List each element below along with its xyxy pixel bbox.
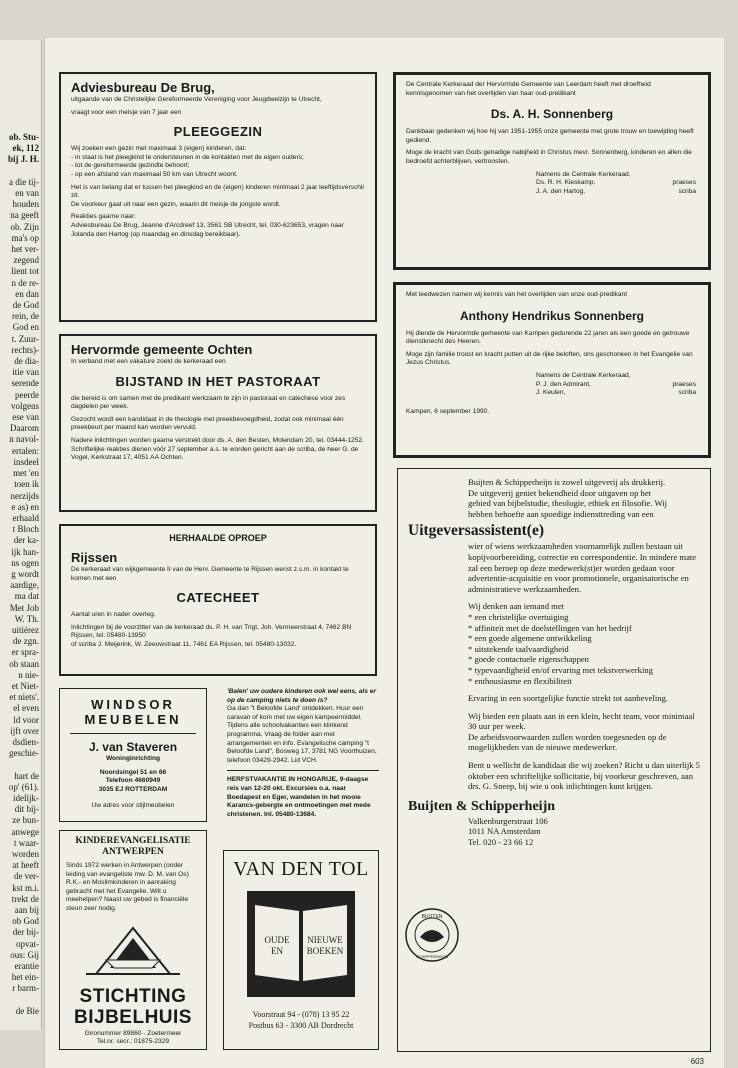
previous-page-line: serende <box>11 378 39 389</box>
previous-page-line: God en <box>12 322 39 333</box>
ad-paragraph: die bereid is om samen met de predikant werkzaam te zijn in pastoraat en catechese voor zes dagdelen per week. <box>71 394 346 411</box>
book-right-text: NIEUWE <box>307 935 343 945</box>
previous-page-line: a die tij- <box>9 176 39 187</box>
ad-de-brug <box>59 72 377 322</box>
ad-name: Anthony Hendrikus Sonnenberg <box>459 308 644 323</box>
previous-page-line: e as) en <box>11 501 39 512</box>
ad-address: Valkenburgerstraat 106 <box>468 815 548 826</box>
previous-page-line: n de re- <box>11 277 39 288</box>
ad-lead: 'Balen' uw oudere kinderen ook wel eens, als er op de camping niets te doen is? <box>227 688 376 704</box>
ad-line: - op een afstand van maximaal 50 km van Utrecht woont. <box>71 170 238 178</box>
previous-page-line: el even <box>13 703 39 714</box>
previous-page-line: et Niet- <box>11 680 39 691</box>
previous-page-line: op' (61). <box>8 781 39 792</box>
previous-page-line: er spra- <box>11 647 39 658</box>
ad-paragraph: De kerkeraad van wijkgemeente II van de Herv. Gemeente te Rijssen wenst z.s.m. in kontakt te komen met een <box>71 566 349 582</box>
previous-page-line: bij J. H. <box>7 154 39 165</box>
ad-paragraph: wier of wiens werkzaamheden voornamelijk zullen bestaan uit kopijvoorbereiding, correctie en correspondentie. In mindere mate zal een beroep op deze medewerk(st)er worden gedaan voor advertentie-acquisitie en voor promotionele, organisatorische en administratieve werkzaamheden. <box>468 541 697 594</box>
previous-page-line: n navol- <box>9 434 39 445</box>
ad-paragraph: Ervaring in een soortgelijke functie strekt tot aanbeveling. <box>468 693 668 704</box>
ad-address: Noordsingel 51 en 66 <box>99 768 167 776</box>
sig-name: J. Keulen, <box>536 389 566 397</box>
ad-title: J. van Staveren <box>88 740 178 754</box>
previous-page-line: W. Th. <box>14 613 39 624</box>
ad-address: 3035 EJ ROTTERDAM <box>98 785 168 793</box>
ad-subtitle: uitgaande van de Christelijke Gereformeerde Vereniging voor Jeugdwelzijn te Utrecht, <box>71 96 322 103</box>
ad-kampen <box>393 282 711 458</box>
previous-page-line: ob. Stu- <box>8 132 39 142</box>
previous-page-line: peerde <box>15 389 39 400</box>
previous-page-line: ijk han- <box>11 546 39 557</box>
page-number: 603 <box>690 1057 704 1066</box>
ad-address: Telefoon 4660949 <box>105 777 161 785</box>
previous-page-line: n nie- <box>18 669 39 680</box>
ad-logo-line: BIJBELHUIS <box>74 1006 192 1028</box>
previous-page-line: ma's op <box>11 232 39 243</box>
previous-page-line <box>0 759 41 770</box>
ad-title: Hervormde gemeente Ochten <box>71 342 253 357</box>
previous-page-line: uitiérez <box>12 624 39 635</box>
ad-paragraph: of scriba J. Meijerink, W. Zeeuwstraat 11, 7461 EA Rijssen, tel. 05480-13032. <box>71 640 297 648</box>
ad-paragraph: Ga dan "t Beloofde Land' ontdekken. Huur een caravan of kom met uw eigen kampeermiddel. Tijdens alle schoolvakanties een klinkend programma. Vraag de folder aan met arrangementen en info. Evangelische camping "t Beloofde Land", Bosweg 17, 3781 NG Voorthuizen, telefoon 03429-2942. Lid VCH. <box>227 705 377 764</box>
ad-paragraph: Het is van belang dat er tussen het pleegkind en de (eigen) kinderen minimaal 2 jaar leeftijdsverschil zit. <box>71 183 364 200</box>
ad-contact: Tel.nr. secr.: 01875-2329 <box>96 1038 170 1046</box>
previous-page-line: at heeft <box>12 860 39 871</box>
ad-leerdam <box>393 72 711 270</box>
seal-bottom-text: SCHIPPERHEIJN <box>415 954 449 959</box>
ad-paragraph: Gezocht wordt een kandidaat in de theologie met preekbevoegdheid, zodat ook minimaal één preekbeurt per maand kan worden vervuld. <box>71 415 344 432</box>
previous-page-line: ijft over <box>10 725 39 736</box>
sig-line: Namens de Centrale Kerkeraad, <box>536 170 631 178</box>
ad-intro: Buijten & Schipperheijn is zowel uitgeverij als drukkerij. De uitgeverij geniet bekendheid door uitgaven op het gebied van bijbelstudie, theologie, ethiek en filosofie. Wij hebben behoefte aan spoedige indiensttreding van een <box>468 477 668 519</box>
previous-page-line: en van <box>15 188 39 199</box>
signature-block <box>536 171 698 197</box>
sig-role: scriba <box>678 187 696 195</box>
previous-page-strip <box>0 40 42 1030</box>
previous-page-line: erantie <box>14 961 39 972</box>
ad-address: Tel. 020 - 23 66 12 <box>468 837 534 848</box>
previous-page-line: dit bij- <box>14 804 39 815</box>
previous-page-line: nerzijds <box>10 490 39 501</box>
ad-title: Rijssen <box>71 550 118 565</box>
ad-intro: vraagt voor een meisje van 7 jaar een <box>71 108 182 116</box>
ad-paragraph: Bent u wellicht de kandidaat die wij zoeken? Richt u dan uiterlijk 5 oktober een schriftelijke sollicitatie, bij voorkeur geschreven, aan drs. G. Sneep, bij wie u ook inlichtingen kunt krijgen. <box>468 760 700 792</box>
ad-title: VAN DEN TOL <box>233 858 369 880</box>
ad-heading: PLEEGGEZIN <box>173 124 263 140</box>
previous-page-line: met 'en <box>13 468 39 479</box>
ad-paragraph: Aantal uren in nader overleg. <box>71 611 156 619</box>
previous-page-line: de ver- <box>13 871 39 882</box>
previous-page-line: aardige, <box>10 580 39 591</box>
ad-title: KINDEREVANGELISATIE <box>75 836 191 846</box>
seal-top-text: BUIJTEN <box>421 914 443 920</box>
ad-paragraph: Met leedwezen namen wij kennis van het overlijden van onze oud-predikant <box>406 291 628 298</box>
ad-bullet: * enthousiasme en flexibiliteit <box>468 675 572 686</box>
previous-page-line: zegend <box>13 255 39 266</box>
ad-line: - in staat is het pleegkind te ondersteunen in de kontakten met de eigen ouders; <box>71 153 304 161</box>
previous-page-line: ob staan <box>9 658 39 669</box>
ad-contact: Gironummer 89860 - Zoetermeer <box>84 1029 182 1037</box>
ad-paragraph: Reakties gaarne naar: <box>71 213 136 221</box>
previous-page-line: kst m.i. <box>12 882 39 893</box>
ad-date: Kampen, 6 september 1990. <box>406 407 490 415</box>
ad-subtitle: Woninginrichting <box>105 755 161 762</box>
previous-page-line: r barm- <box>12 983 39 994</box>
previous-page-line: de Bie <box>15 1005 39 1016</box>
ad-name: Ds. A. H. Sonnenberg <box>490 107 614 122</box>
bijbelhuis-logo <box>66 924 200 980</box>
ad-paragraph: Wij bieden een plaats aan in een klein, hecht team, voor minimaal 30 uur per week. <box>468 710 695 732</box>
previous-page-line: insdeel <box>13 456 39 467</box>
ad-logo-line: WINDSOR <box>91 697 175 712</box>
ad-paragraph: Dankbaar gedenken wij hoe hij van 1951-1955 onze gemeente met grote trouw en toewijding heeft gediend. <box>406 128 694 144</box>
previous-page-line: ob. Zijn <box>10 221 39 232</box>
previous-page-line: hart de <box>14 770 39 781</box>
ad-van-den-tol <box>223 850 379 1050</box>
previous-page-line: ob God <box>12 916 39 927</box>
ad-paragraph: Hij diende de Hervormde gemeente van Kampen gedurende 22 jaren als een goede en getrouwe dienstknecht des Heeren. <box>406 329 690 346</box>
ad-bullet: * uitstekende taalvaardigheid <box>468 643 569 654</box>
previous-page-line <box>0 995 41 1006</box>
ad-paragraph: HERFSTVAKANTIE IN HONGARIJE, 9-daagse reis van 12-20 okt. Excursies o.a. naar Boedapest en Eger, wandelen in het mooie Karancs-gebergte en ontmoetingen met mede christenen. Inl. 05480-13684. <box>227 776 371 818</box>
ad-heading: Uitgeversassistent(e) <box>408 522 545 540</box>
previous-page-line: itie van <box>12 367 39 378</box>
previous-page-line: geschie- <box>9 748 39 759</box>
previous-page-text <box>0 40 41 1017</box>
ad-address: Postbus 63 - 3300 AB Dordrecht <box>248 1021 354 1030</box>
ad-bijbelhuis <box>59 830 207 1050</box>
book-left-text: OUDE <box>264 935 290 945</box>
publisher-seal-logo <box>404 907 460 963</box>
previous-page-line: de dia- <box>14 356 39 367</box>
previous-page-line: rechts)- <box>11 344 39 355</box>
previous-page-line: t waar- <box>13 837 39 848</box>
ad-paragraph: Schriftelijke reakties dienen vóór 27 september a.s. te worden gericht aan de scriba, de heer G. de Vogel, Kerkstraat 17, 4051 AA Ochten. <box>71 445 359 462</box>
ad-name: Buijten & Schipperheijn <box>408 798 556 814</box>
sig-name: Ds. R. H. Kieskamp, <box>536 179 596 187</box>
previous-page-line: ous: Gij <box>10 949 39 960</box>
previous-page-line: het ein- <box>11 972 39 983</box>
ad-subtitle: In verband met een vakature zoekt de kerkeraad een <box>71 358 226 365</box>
ad-title: Adviesbureau De Brug, <box>71 80 215 95</box>
previous-page-line: de zgn. <box>13 636 39 647</box>
ad-rijssen <box>59 524 377 676</box>
previous-page-line: ld voor <box>13 714 39 725</box>
previous-page-line <box>0 166 41 177</box>
previous-page-line: et niets'. <box>9 692 39 703</box>
ad-logo-line: STICHTING <box>79 985 187 1007</box>
previous-page-line: houden <box>12 199 39 210</box>
previous-page-line: Daarom <box>10 423 39 434</box>
previous-page-line: en dan <box>15 288 39 299</box>
previous-page-line: dsdien- <box>12 736 39 747</box>
ad-paragraph: De Centrale Kerkeraad der Hervormde Gemeente van Leerdam heeft met droefheid kennisgenomen van het overlijden van haar oud-predikant <box>406 81 651 97</box>
ad-paragraph: Inlichtingen bij de voorzitter van de kerkeraad ds. P. H. van Trigt, Joh. Vermeerstraat 4, 7462 BN Rijssen, tel. 05480-13950 <box>71 623 352 640</box>
previous-page-line: anwege <box>11 826 39 837</box>
previous-page-line: der ka- <box>13 535 39 546</box>
sig-role: praeses <box>672 380 696 388</box>
previous-page-line: worden <box>12 849 39 859</box>
previous-page-line: g wordt <box>11 568 39 579</box>
previous-page-line: volgens <box>11 400 39 411</box>
ad-ochten <box>59 334 377 512</box>
signature-block <box>536 372 698 398</box>
svg-text:EN: EN <box>271 946 283 956</box>
previous-page-line: toen ik <box>14 479 39 490</box>
ad-slogan: Uw adres voor stijlmeubelen <box>91 802 175 810</box>
ad-bullet: * een christelijke overtuiging <box>468 611 569 622</box>
sig-role: scriba <box>678 389 696 397</box>
ad-line: Wij zoeken een gezin met maximaal 3 (eigen) kinderen, dat: <box>71 145 247 153</box>
ad-logo-line: MEUBELEN <box>84 712 182 727</box>
ad-bullet: * goede contactuele eigenschappen <box>468 654 589 665</box>
previous-page-line: trekt de <box>11 893 39 904</box>
previous-page-line: na geeft <box>10 210 39 221</box>
previous-page-line: der bij- <box>12 927 39 938</box>
previous-page-line: ese van <box>12 412 39 423</box>
ad-paragraph: Nadere inlichtingen worden gaarne verstrekt door ds. A. den Besten, Molendam 20, tel. 03444-1252. <box>71 436 364 444</box>
ad-paragraph: Adviesbureau De Brug, Jeanne d'Arcdreef 13, 3561 SB Utrecht, tel. 030-623653, vragen naar Jolanda den Hartog (op maandag en dinsdag bereikbaar). <box>71 221 344 238</box>
ad-address: Voorstraat 94 - (078) 13 95 22 <box>252 1010 350 1019</box>
svg-text:BOEKEN: BOEKEN <box>306 946 344 956</box>
ad-windsor <box>59 688 207 822</box>
previous-page-line: het ver- <box>11 244 39 255</box>
ad-address: 1011 NA Amsterdam <box>468 826 541 837</box>
ad-bullet: * typevaardigheid en/of ervaring met tekstverwerking <box>468 664 653 675</box>
previous-page-line: opvat- <box>16 938 39 949</box>
ad-paragraph: Sinds 1972 werken in Antwerpen (onder leiding van evangeliste mw. D. M. van Os) R.K.- en Moslimkinderen in aanraking gebracht met het Evangelie. Wilt u meehelpen? Naast uw gebed is financiële steun zeer nodig. <box>66 862 189 912</box>
previous-page-line: Met Job <box>9 602 39 613</box>
previous-page-line: ze bun- <box>12 815 39 826</box>
ad-title: ANTWERPEN <box>102 847 164 857</box>
previous-page-line: ertalen: <box>12 445 39 456</box>
ad-paragraph: Moge de kracht van Gods genadige nabijheid in Christus mevr. Sonnenberg, kinderen en allen die bedroefd achterblijven, vertroosten. <box>406 149 692 165</box>
sig-name: P. J. den Admirant, <box>536 380 591 388</box>
ad-paragraph: Moge zijn familie troost en kracht putten uit de rijke beloften, ons geschonken in het Evangelie van Jezus Christus. <box>406 350 693 367</box>
ad-line: - tot de gereformeerde gezindte behoort; <box>71 162 190 170</box>
previous-page-line: de God <box>12 300 39 311</box>
previous-page-line: rein, de <box>12 311 39 322</box>
previous-page-line: ns ogen <box>11 557 39 568</box>
previous-page-line: t. Zuur- <box>11 333 39 344</box>
ad-heading: BIJSTAND IN HET PASTORAAT <box>115 373 321 389</box>
ad-bullet: * affiniteit met de doelstellingen van het bedrijf <box>468 622 632 633</box>
previous-page-line: t Bloch <box>12 524 39 535</box>
sig-role: praeses <box>672 179 696 187</box>
previous-page-line: lient tot <box>11 266 39 277</box>
previous-page-line: erhaald <box>12 512 39 523</box>
ad-bullet: * een goede algemene ontwikkeling <box>468 633 592 644</box>
open-book-icon <box>245 889 357 999</box>
ad-heading: CATECHEET <box>176 590 260 606</box>
previous-page-line: aan bij <box>14 905 39 916</box>
ad-paragraph: Wij denken aan iemand met <box>468 601 565 612</box>
ad-paragraph: De arbeidsvoorwaarden zullen worden toegesneden op de mogelijkheden van de nieuwe medewerker. <box>468 731 667 753</box>
previous-page-line: ek, 112 <box>12 143 39 154</box>
previous-page-line: idelijk- <box>13 792 39 803</box>
sig-name: J. A. den Hartog, <box>536 187 586 195</box>
ad-buijten-schipperheijn <box>397 468 711 1052</box>
ad-camping <box>227 688 379 819</box>
sig-line: Namens de Centrale Kerkeraad, <box>536 371 631 379</box>
ad-top-line: HERHAALDE OPROEP <box>169 533 267 543</box>
previous-page-line: ma dat <box>14 591 39 602</box>
ad-paragraph: De voorkeur gaat uit naar een gezin, waarin dit meisje de jongste wordt. <box>71 200 281 208</box>
newspaper-page <box>44 38 724 1068</box>
